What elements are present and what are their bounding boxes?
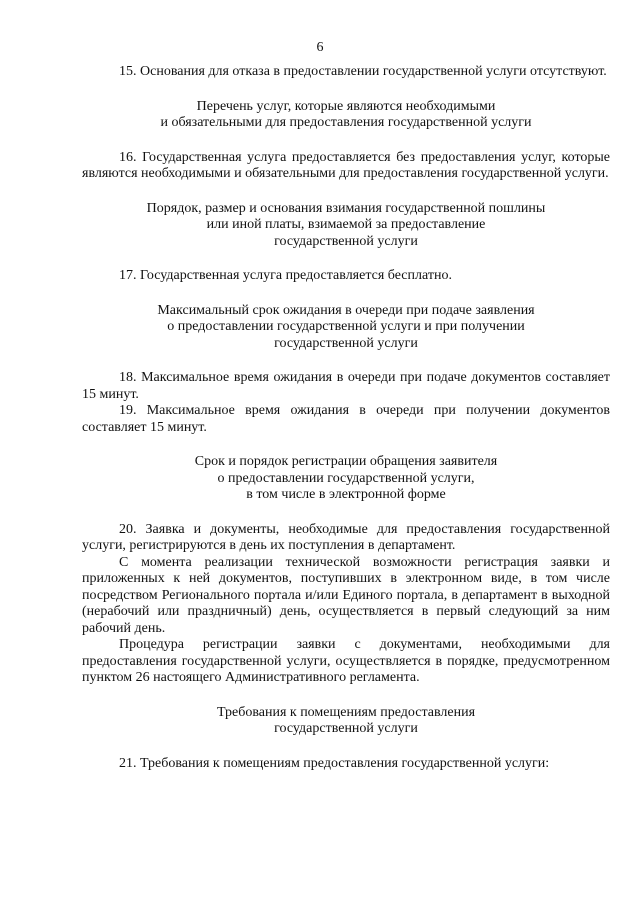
heading-line: и обязательными для предоставления государственной услуги xyxy=(160,115,532,130)
heading-line: государственной услуги xyxy=(274,721,418,736)
heading-line: государственной услуги xyxy=(274,233,418,249)
heading-line: Перечень услуг, которые являются необходимыми xyxy=(196,98,496,114)
paragraph-16: 16. Государственная услуга предоставляется без предоставления услуг, которые являются необходимыми и обязательными для предоставления государственной услуги. xyxy=(82,149,610,181)
section-heading-registration xyxy=(82,454,610,504)
paragraph-20-electronic: С момента реализации технической возможности регистрация заявки и приложенных к ней документов, поступивших в электронном виде, в том числе посредством Регионального портала и/или Единого портала, в департамент в выходной (нерабочий или праздничный) день, осуществляется в первый следующий за ним рабочий день. xyxy=(82,554,610,636)
heading-line: Срок и порядок регистрации обращения заявителя xyxy=(194,454,498,469)
paragraph-19: 19. Максимальное время ожидания в очереди при получении документов составляет 15 минут. xyxy=(82,403,610,435)
paragraph-17: 17. Государственная услуга предоставляется бесплатно. xyxy=(119,268,452,283)
document-body xyxy=(82,64,610,772)
section-heading-waiting-time xyxy=(82,303,610,353)
heading-line: в том числе в электронной форме xyxy=(246,487,446,502)
heading-line: Порядок, размер и основания взимания государственной пошлины xyxy=(146,200,546,216)
heading-line: Максимальный срок ожидания в очереди при подаче заявления xyxy=(157,302,535,318)
heading-line: о предоставлении государственной услуги и при получении xyxy=(167,319,525,334)
paragraph-18: 18. Максимальное время ожидания в очереди при подаче документов составляет 15 минут. xyxy=(82,370,610,402)
heading-line: или иной платы, взимаемой за предоставление xyxy=(206,217,486,232)
section-heading-premises xyxy=(82,705,610,738)
section-heading-fee xyxy=(82,201,610,251)
paragraph-20: 20. Заявка и документы, необходимые для предоставления государственной услуги, регистрируются в день их поступления в департамент. xyxy=(82,521,610,553)
paragraph-21: 21. Требования к помещениям предоставления государственной услуги: xyxy=(119,755,550,771)
page-number: 6 xyxy=(316,40,324,55)
heading-line: о предоставлении государственной услуги, xyxy=(217,470,475,486)
paragraph-15: 15. Основания для отказа в предоставлении государственной услуги отсутствуют. xyxy=(119,64,607,79)
paragraph-20-procedure: Процедура регистрации заявки с документами, необходимыми для предоставления государственной услуги, осуществляется в порядке, предусмотренном пунктом 26 настоящего Административного регламента. xyxy=(82,637,610,685)
heading-line: Требования к помещениям предоставления xyxy=(216,704,476,720)
section-heading-services-list xyxy=(82,99,610,132)
heading-line: государственной услуги xyxy=(274,335,418,351)
